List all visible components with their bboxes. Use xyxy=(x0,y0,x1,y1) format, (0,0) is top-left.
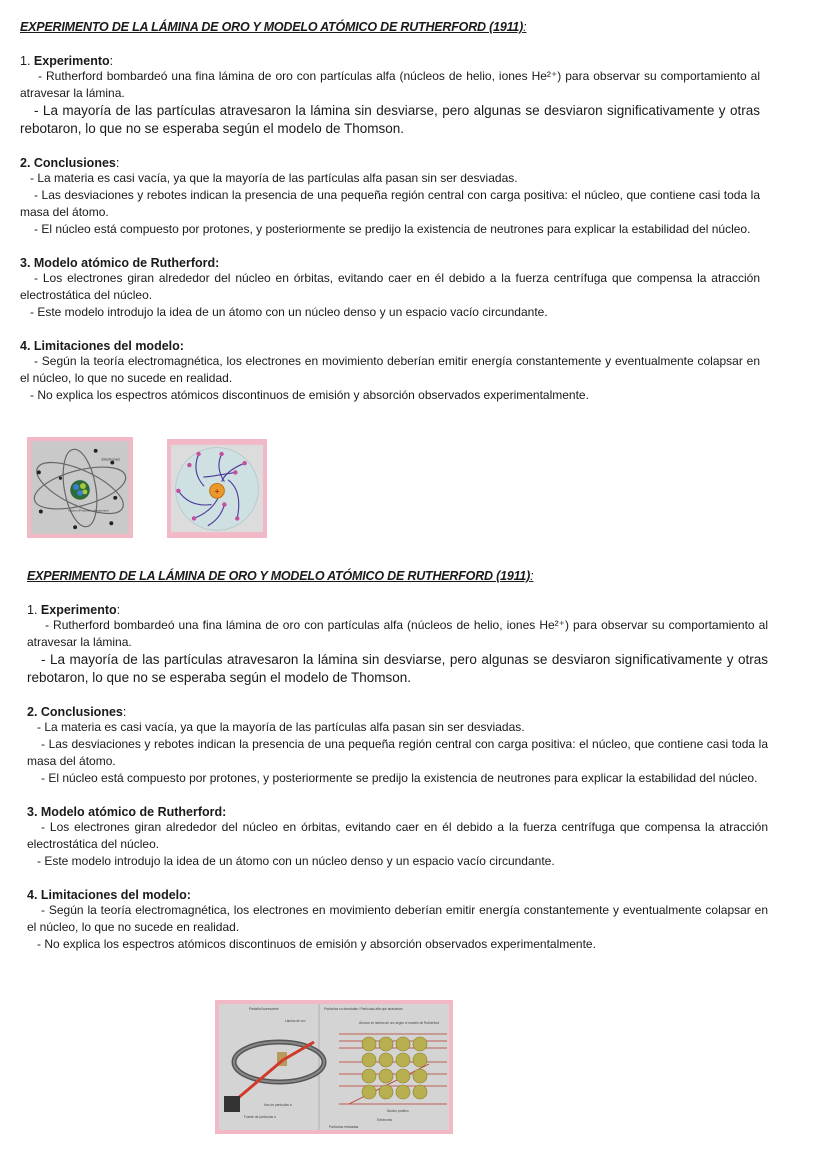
label-nuclei: Núcleo positivo xyxy=(387,1109,409,1113)
nucleus-symbol: + xyxy=(214,486,220,497)
paragraph: - Las desviaciones y rebotes indican la presencia de una pequeña región central con carga positiva: el núcleo, que contiene casi toda la masa del átomo. xyxy=(20,188,760,219)
rutherford-atom-illustration xyxy=(171,443,263,534)
section-heading-modelo: 3. Modelo atómico de Rutherford: xyxy=(20,256,220,270)
label-rebound: Partículas rebotadas xyxy=(329,1125,359,1129)
rutherford-atom-image xyxy=(167,439,267,538)
paragraph: - No explica los espectros atómicos discontinuos de emisión y absorción observados experimentalmente. xyxy=(30,388,589,402)
label-foil: Lámina de oro xyxy=(285,1019,306,1023)
section-heading-conclusiones: 2. Conclusiones: xyxy=(27,705,127,719)
paragraph: - Este modelo introdujo la idea de un átomo con un núcleo denso y un espacio vacío circundante. xyxy=(37,854,555,868)
paragraph: - Las desviaciones y rebotes indican la presencia de una pequeña región central con carga positiva: el núcleo, que contiene casi toda la masa del átomo. xyxy=(27,737,768,768)
paragraph: - La materia es casi vacía, ya que la mayoría de las partículas alfa pasan sin ser desviadas. xyxy=(30,171,518,185)
label-nucleus: Núcleo (Protones + Neutrones) xyxy=(68,508,109,513)
section-heading-limitaciones: 4. Limitaciones del modelo: xyxy=(27,888,191,902)
label-electrons: Electrones xyxy=(101,456,121,462)
label-electrons: Electrones xyxy=(377,1118,393,1122)
paragraph: - El núcleo está compuesto por protones, y posteriormente se predijo la existencia de neutrones para explicar la estabilidad del núcleo. xyxy=(41,771,758,785)
paragraph: - La mayoría de las partículas atravesaron la lámina sin desviarse, pero algunas se desviaron significativamente y otras rebotaron, lo que no se esperaba según el modelo de Thomson. xyxy=(20,103,760,136)
paragraph: - Rutherford bombardeó una fina lámina de oro con partículas alfa (núcleos de helio, iones He²⁺) para observar su comportamiento al atravesar la lámina. xyxy=(20,69,760,100)
section-heading-limitaciones: 4. Limitaciones del modelo: xyxy=(20,339,184,353)
section-heading-conclusiones: 2. Conclusiones: xyxy=(20,156,120,170)
label-deflected: Partículas no desviadas / Partículas alfa que atraviesan xyxy=(324,1007,403,1011)
label-screen: Pantalla fluorescente xyxy=(249,1007,279,1011)
atom-model-illustration xyxy=(31,441,129,534)
paragraph: - No explica los espectros atómicos discontinuos de emisión y absorción observados experimentalmente. xyxy=(37,937,596,951)
paragraph: - El núcleo está compuesto por protones, y posteriormente se predijo la existencia de neutrones para explicar la estabilidad del núcleo. xyxy=(34,222,751,236)
document-section-2 xyxy=(0,569,828,953)
atom-model-image xyxy=(27,437,133,538)
paragraph: - Los electrones giran alrededor del núcleo en órbitas, evitando caer en él debido a la fuerza centrífuga que compensa la atracción electrostática del núcleo. xyxy=(27,820,768,851)
document-title: EXPERIMENTO DE LA LÁMINA DE ORO Y MODELO ATÓMICO DE RUTHERFORD (1911): xyxy=(20,20,527,34)
document-title: EXPERIMENTO DE LA LÁMINA DE ORO Y MODELO ATÓMICO DE RUTHERFORD (1911): xyxy=(27,569,534,583)
document-section-1 xyxy=(0,20,828,404)
paragraph: - La materia es casi vacía, ya que la mayoría de las partículas alfa pasan sin ser desviadas. xyxy=(37,720,525,734)
section-heading-experimento: 1. Experimento: xyxy=(27,603,121,617)
gold-foil-experiment-image xyxy=(215,1000,453,1134)
paragraph: - Los electrones giran alrededor del núcleo en órbitas, evitando caer en él debido a la fuerza centrífuga que compensa la atracción electrostática del núcleo. xyxy=(20,271,760,302)
section-heading-experimento: 1. Experimento: xyxy=(20,54,114,68)
paragraph: - Este modelo introdujo la idea de un átomo con un núcleo denso y un espacio vacío circundante. xyxy=(30,305,548,319)
paragraph: - Según la teoría electromagnética, los electrones en movimiento deberían emitir energía constantemente y eventualmente colapsar en el núcleo, lo que no sucede en realidad. xyxy=(20,354,760,385)
section-heading-modelo: 3. Modelo atómico de Rutherford: xyxy=(27,805,227,819)
paragraph: - La mayoría de las partículas atravesaron la lámina sin desviarse, pero algunas se desviaron significativamente y otras rebotaron, lo que no se esperaba según el modelo de Thomson. xyxy=(27,652,768,685)
label-beam: Haz de partículas α xyxy=(264,1103,292,1107)
label-atoms: Átomos en lámina de oro según el modelo de Rutherford xyxy=(359,1021,440,1025)
paragraph: - Según la teoría electromagnética, los electrones en movimiento deberían emitir energía constantemente y eventualmente colapsar en el núcleo, lo que no sucede en realidad. xyxy=(27,903,768,934)
paragraph: - Rutherford bombardeó una fina lámina de oro con partículas alfa (núcleos de helio, iones He²⁺) para observar su comportamiento al atravesar la lámina. xyxy=(27,618,768,649)
gold-foil-illustration xyxy=(219,1004,449,1130)
label-source: Fuente de partículas α xyxy=(244,1115,276,1119)
